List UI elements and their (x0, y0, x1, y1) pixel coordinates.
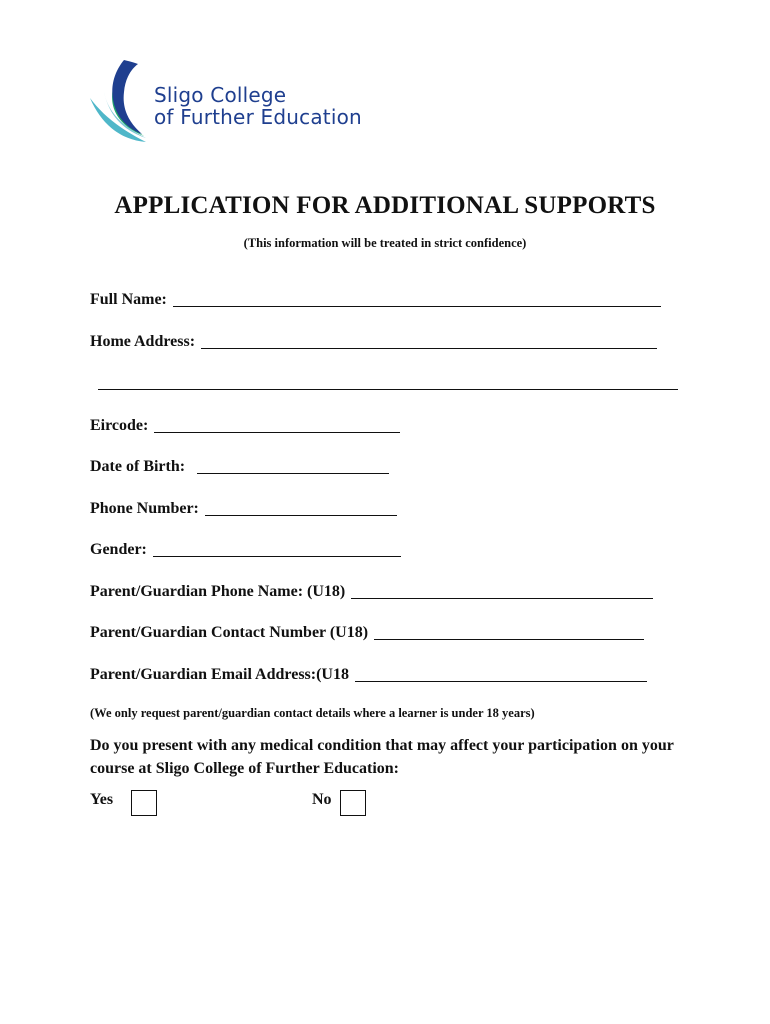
guardian-contact-number-label: Parent/Guardian Contact Number (U18) (90, 624, 369, 641)
full-name-input-line[interactable] (173, 290, 661, 307)
eircode-field[interactable] (90, 416, 400, 435)
eircode-label: Eircode: (90, 417, 149, 434)
option-yes[interactable] (90, 790, 157, 816)
yes-checkbox[interactable] (131, 790, 157, 816)
date-of-birth-input-line[interactable] (197, 457, 389, 474)
college-name-line-1: Sligo College (154, 83, 287, 107)
phone-number-input-line[interactable] (205, 499, 397, 516)
full-name-field[interactable] (90, 290, 661, 309)
home-address-second-line[interactable] (98, 389, 678, 390)
phone-number-field[interactable] (90, 499, 397, 518)
home-address-label: Home Address: (90, 333, 196, 350)
home-address-input-line[interactable] (201, 332, 657, 349)
guardian-email-input-line[interactable] (355, 665, 647, 682)
home-address-field[interactable] (90, 332, 657, 351)
guardian-contact-number-input-line[interactable] (374, 623, 644, 640)
guardian-contact-number-field[interactable] (90, 623, 644, 642)
guardian-details-note: (We only request parent/guardian contact details where a learner is under 18 years) (90, 706, 535, 720)
confidentiality-subtitle: (This information will be treated in strict confidence) (243, 236, 527, 250)
guardian-phone-name-input-line[interactable] (351, 582, 653, 599)
gender-input-line[interactable] (153, 540, 401, 557)
full-name-label: Full Name: (90, 291, 167, 308)
gender-label: Gender: (90, 541, 147, 558)
guardian-email-field[interactable] (90, 665, 647, 684)
medical-condition-question: Do you present with any medical condition that may affect your participation on your course at Sligo College of Further Education: (90, 737, 674, 777)
eircode-input-line[interactable] (154, 416, 400, 433)
guardian-email-label: Parent/Guardian Email Address:(U18 (90, 666, 349, 683)
date-of-birth-field[interactable] (90, 457, 389, 476)
gender-field[interactable] (90, 540, 401, 559)
college-logo-mark-icon (88, 58, 150, 144)
guardian-phone-name-label: Parent/Guardian Phone Name: (U18) (90, 583, 346, 600)
page-title: APPLICATION FOR ADDITIONAL SUPPORTS (114, 192, 656, 219)
no-checkbox[interactable] (340, 790, 366, 816)
option-no-label: No (312, 791, 332, 808)
guardian-phone-name-field[interactable] (90, 582, 653, 601)
option-yes-label: Yes (90, 791, 114, 808)
date-of-birth-label: Date of Birth: (90, 458, 186, 475)
college-logo (88, 58, 388, 150)
college-name (154, 84, 362, 128)
phone-number-label: Phone Number: (90, 500, 199, 517)
option-no[interactable] (312, 790, 366, 816)
college-name-line-2: of Further Education (154, 105, 362, 129)
